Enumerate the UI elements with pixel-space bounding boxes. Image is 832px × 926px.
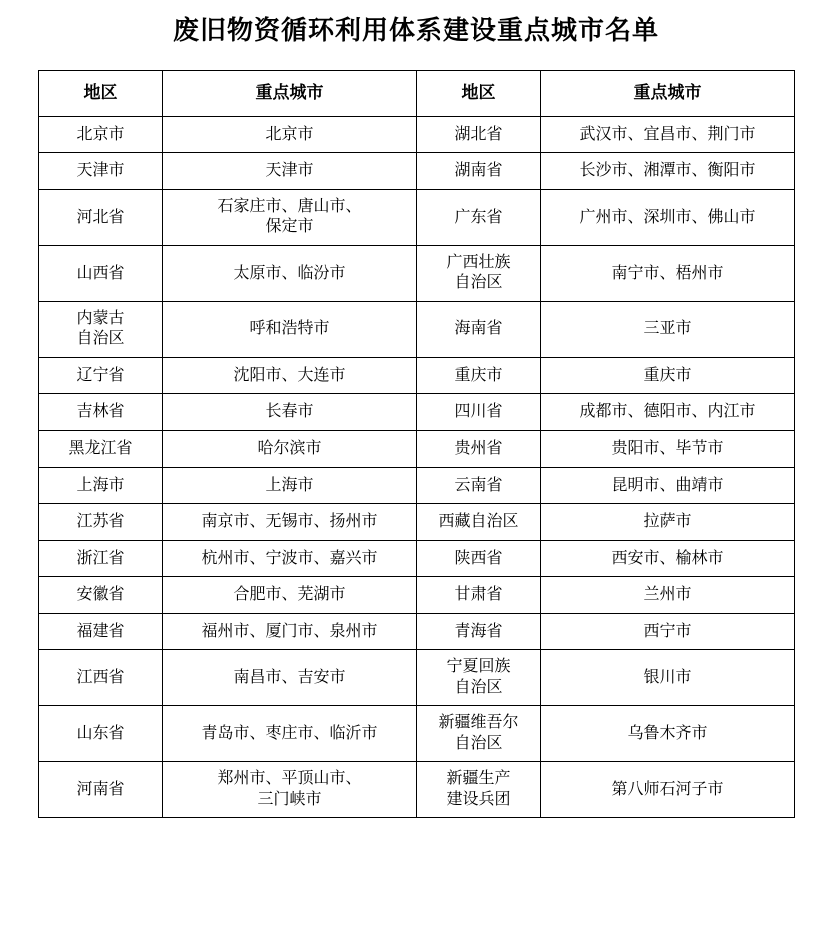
cell-region-left bbox=[39, 301, 163, 357]
cell-region-right: 重庆市 bbox=[417, 357, 541, 394]
cell-line: 自治区 bbox=[76, 330, 125, 348]
table-row bbox=[39, 577, 795, 614]
cell-cities-right: 拉萨市 bbox=[541, 504, 795, 541]
cell-cities-right: 广州市、深圳市、佛山市 bbox=[541, 189, 795, 245]
cell-region-right: 贵州省 bbox=[417, 430, 541, 467]
cell-region-left: 山东省 bbox=[39, 706, 163, 762]
table-row bbox=[39, 504, 795, 541]
cell-region-right bbox=[417, 762, 541, 818]
cell-cities-right: 南宁市、梧州市 bbox=[541, 245, 795, 301]
table-row bbox=[39, 430, 795, 467]
cell-cities-right: 昆明市、曲靖市 bbox=[541, 467, 795, 504]
cell-region-left: 山西省 bbox=[39, 245, 163, 301]
cell-cities-left: 上海市 bbox=[163, 467, 417, 504]
cell-region-right: 甘肃省 bbox=[417, 577, 541, 614]
cell-cities-left: 北京市 bbox=[163, 116, 417, 153]
cell-region-right: 海南省 bbox=[417, 301, 541, 357]
cell-cities-left: 合肥市、芜湖市 bbox=[163, 577, 417, 614]
cell-line: 建设兵团 bbox=[446, 790, 511, 808]
cell-line: 石家庄市、唐山市、 bbox=[217, 197, 362, 215]
cell-line: 内蒙古 bbox=[76, 309, 125, 327]
table-row bbox=[39, 301, 795, 357]
cell-cities-right: 成都市、德阳市、内江市 bbox=[541, 394, 795, 431]
cell-cities-right: 银川市 bbox=[541, 650, 795, 706]
cell-region-right: 湖北省 bbox=[417, 116, 541, 153]
cell-line: 宁夏回族 bbox=[446, 658, 511, 676]
cell-region-right bbox=[417, 650, 541, 706]
cell-cities-left: 杭州市、宁波市、嘉兴市 bbox=[163, 540, 417, 577]
cell-region-left: 黑龙江省 bbox=[39, 430, 163, 467]
table-row bbox=[39, 189, 795, 245]
cell-region-right: 湖南省 bbox=[417, 153, 541, 190]
cell-line: 广西壮族 bbox=[446, 253, 511, 271]
cell-region-left: 浙江省 bbox=[39, 540, 163, 577]
column-header-cities-left: 重点城市 bbox=[163, 70, 417, 116]
cell-cities-right: 西宁市 bbox=[541, 613, 795, 650]
table-row bbox=[39, 613, 795, 650]
cell-line: 自治区 bbox=[454, 734, 503, 752]
table-row bbox=[39, 706, 795, 762]
cell-region-right: 西藏自治区 bbox=[417, 504, 541, 541]
table-row bbox=[39, 357, 795, 394]
cell-line: 新疆生产 bbox=[446, 770, 511, 788]
cell-cities-left: 天津市 bbox=[163, 153, 417, 190]
cell-line: 自治区 bbox=[454, 274, 503, 292]
table-row bbox=[39, 153, 795, 190]
cell-cities-left: 呼和浩特市 bbox=[163, 301, 417, 357]
cell-cities-left: 太原市、临汾市 bbox=[163, 245, 417, 301]
key-cities-table bbox=[38, 70, 795, 819]
cell-cities-left: 南京市、无锡市、扬州市 bbox=[163, 504, 417, 541]
cell-cities-left: 哈尔滨市 bbox=[163, 430, 417, 467]
cell-cities-right: 兰州市 bbox=[541, 577, 795, 614]
cell-line: 保定市 bbox=[265, 218, 314, 236]
cell-region-left: 辽宁省 bbox=[39, 357, 163, 394]
cell-line: 自治区 bbox=[454, 678, 503, 696]
cell-region-right: 广东省 bbox=[417, 189, 541, 245]
cell-cities-left: 福州市、厦门市、泉州市 bbox=[163, 613, 417, 650]
table-row bbox=[39, 467, 795, 504]
cell-cities-right: 乌鲁木齐市 bbox=[541, 706, 795, 762]
column-header-region-left: 地区 bbox=[39, 70, 163, 116]
table-header-row bbox=[39, 70, 795, 116]
cell-region-left: 江西省 bbox=[39, 650, 163, 706]
table-body bbox=[39, 116, 795, 818]
table-row bbox=[39, 540, 795, 577]
column-header-cities-right: 重点城市 bbox=[541, 70, 795, 116]
cell-line: 新疆维吾尔 bbox=[438, 714, 519, 732]
cell-region-right bbox=[417, 706, 541, 762]
cell-region-left: 河南省 bbox=[39, 762, 163, 818]
table-row bbox=[39, 762, 795, 818]
page-title: 废旧物资循环利用体系建设重点城市名单 bbox=[172, 15, 659, 45]
cell-line: 郑州市、平顶山市、 bbox=[217, 770, 362, 788]
cell-region-left: 北京市 bbox=[39, 116, 163, 153]
cell-cities-right: 长沙市、湘潭市、衡阳市 bbox=[541, 153, 795, 190]
cell-cities-left bbox=[163, 189, 417, 245]
cell-cities-right: 第八师石河子市 bbox=[541, 762, 795, 818]
cell-cities-right: 贵阳市、毕节市 bbox=[541, 430, 795, 467]
cell-cities-left: 长春市 bbox=[163, 394, 417, 431]
cell-cities-right: 重庆市 bbox=[541, 357, 795, 394]
table-row bbox=[39, 116, 795, 153]
cell-cities-left: 南昌市、吉安市 bbox=[163, 650, 417, 706]
cell-region-left: 福建省 bbox=[39, 613, 163, 650]
cell-cities-right: 三亚市 bbox=[541, 301, 795, 357]
cell-cities-left bbox=[163, 762, 417, 818]
cell-region-left: 江苏省 bbox=[39, 504, 163, 541]
cell-cities-right: 武汉市、宜昌市、荆门市 bbox=[541, 116, 795, 153]
cell-region-left: 河北省 bbox=[39, 189, 163, 245]
cell-region-right: 四川省 bbox=[417, 394, 541, 431]
cell-region-right: 陕西省 bbox=[417, 540, 541, 577]
cell-cities-left: 沈阳市、大连市 bbox=[163, 357, 417, 394]
table-header bbox=[39, 70, 795, 116]
cell-region-left: 上海市 bbox=[39, 467, 163, 504]
column-header-region-right: 地区 bbox=[417, 70, 541, 116]
table-row bbox=[39, 245, 795, 301]
cell-region-left: 吉林省 bbox=[39, 394, 163, 431]
cell-line: 三门峡市 bbox=[257, 790, 322, 808]
cell-cities-right: 西安市、榆林市 bbox=[541, 540, 795, 577]
cell-cities-left: 青岛市、枣庄市、临沂市 bbox=[163, 706, 417, 762]
table-row bbox=[39, 394, 795, 431]
document-page bbox=[0, 14, 832, 926]
cell-region-left: 安徽省 bbox=[39, 577, 163, 614]
cell-region-right: 青海省 bbox=[417, 613, 541, 650]
table-row bbox=[39, 650, 795, 706]
cell-region-right bbox=[417, 245, 541, 301]
table-container bbox=[38, 70, 794, 819]
cell-region-right: 云南省 bbox=[417, 467, 541, 504]
cell-region-left: 天津市 bbox=[39, 153, 163, 190]
